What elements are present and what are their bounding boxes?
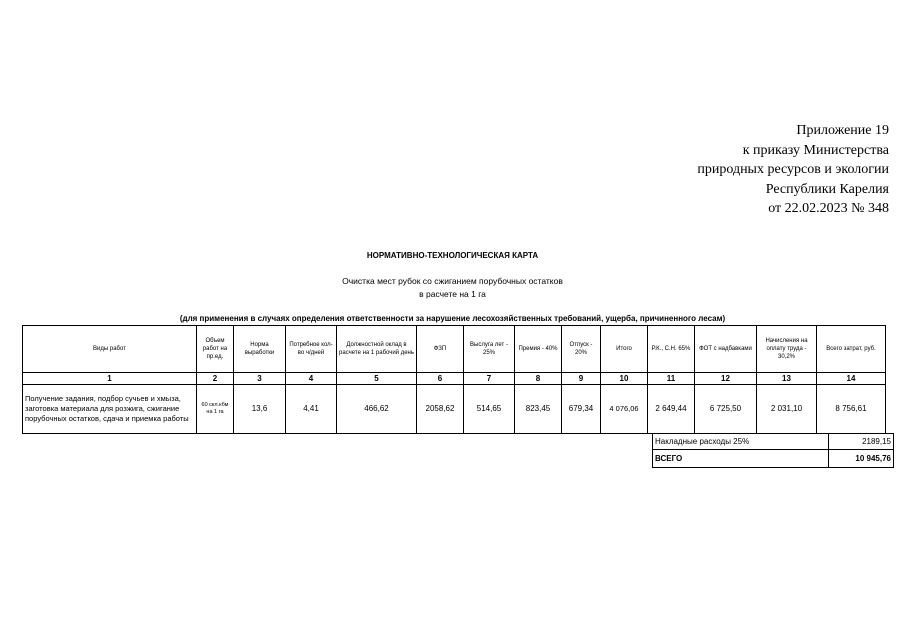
column-number-row: [23, 373, 886, 385]
header-cell: Объем работ на пр.ед.: [197, 326, 234, 373]
total-cost-cell: 8 756,61: [817, 385, 886, 434]
appendix-line: природных ресурсов и экологии: [697, 162, 889, 177]
table-row: [23, 385, 886, 434]
payroll-charges-cell: 2 031,10: [757, 385, 817, 434]
cost-table: [22, 325, 886, 434]
column-number: 10: [601, 373, 648, 385]
payroll-fund-cell: 2058,62: [417, 385, 464, 434]
column-number: 4: [286, 373, 337, 385]
document-title: НОРМАТИВНО-ТЕХНОЛОГИЧЕСКАЯ КАРТА: [366, 251, 539, 260]
column-number: 5: [337, 373, 417, 385]
header-cell: Потребное кол-во ч/дней: [286, 326, 337, 373]
column-number: 8: [515, 373, 562, 385]
document-subtitle: [0, 275, 905, 301]
daily-salary-cell: 466,62: [337, 385, 417, 434]
application-note: (для применения в случаях определения ответственности за нарушение лесохозяйственных требований, ущерба, причиненного лесам): [179, 314, 726, 323]
column-number: 6: [417, 373, 464, 385]
header-row: [23, 326, 886, 373]
column-number: 2: [197, 373, 234, 385]
work-volume-cell: 60 скл.кбм на 1 га: [197, 385, 234, 434]
payroll-with-bonuses-cell: 6 725,50: [695, 385, 757, 434]
header-cell: Выслуга лет - 25%: [464, 326, 515, 373]
appendix-line: Приложение 19: [796, 123, 889, 138]
appendix-line: Республики Карелия: [765, 181, 889, 197]
appendix-line: к приказу Министерства: [742, 142, 889, 158]
column-number: 11: [648, 373, 695, 385]
column-number: 13: [757, 373, 817, 385]
man-days-cell: 4,41: [286, 385, 337, 434]
column-number: 1: [23, 373, 197, 385]
column-number: 7: [464, 373, 515, 385]
column-number: 9: [562, 373, 601, 385]
header-cell: Отпуск - 20%: [562, 326, 601, 373]
bonus-cell: 823,45: [515, 385, 562, 434]
work-type-cell: Получение задания, подбор сучьев и хмыза, заготовка материала для розжига, сжигание порубочных остатков, сдача и приемка работы: [23, 385, 197, 434]
header-cell: Должностной оклад в расчете на 1 рабочий день: [337, 326, 417, 373]
vacation-cell: 679,34: [562, 385, 601, 434]
header-cell: Виды работ: [23, 326, 197, 373]
column-number: 12: [695, 373, 757, 385]
header-cell: Норма выработки: [234, 326, 286, 373]
header-cell: Всего затрат, руб.: [817, 326, 886, 373]
header-cell: ФОТ с надбавками: [695, 326, 757, 373]
header-cell: Итого: [601, 326, 648, 373]
appendix-block: [697, 121, 889, 219]
totals-table: [652, 433, 894, 468]
header-cell: Премия - 40%: [515, 326, 562, 373]
overhead-label: Накладные расходы 25%: [653, 434, 829, 450]
header-cell: Р.К., С.Н. 65%: [648, 326, 695, 373]
grand-total-row: [653, 450, 894, 468]
grand-total-label: ВСЕГО: [653, 450, 829, 468]
appendix-line: от 22.02.2023 № 348: [768, 201, 889, 216]
overhead-value: 2189,15: [829, 434, 894, 450]
header-cell: ФЗП: [417, 326, 464, 373]
subtitle-line: Очистка мест рубок со сжиганием порубочных остатков: [342, 276, 563, 286]
overhead-row: [653, 434, 894, 450]
column-number: 3: [234, 373, 286, 385]
seniority-cell: 514,65: [464, 385, 515, 434]
regional-coef-cell: 2 649,44: [648, 385, 695, 434]
grand-total-value: 10 945,76: [829, 450, 894, 468]
header-cell: Начисления на оплату труда - 30,2%: [757, 326, 817, 373]
column-number: 14: [817, 373, 886, 385]
subtotal-cell: 4 076,06: [601, 385, 648, 434]
subtitle-line: в расчете на 1 га: [419, 289, 486, 299]
output-norm-cell: 13,6: [234, 385, 286, 434]
